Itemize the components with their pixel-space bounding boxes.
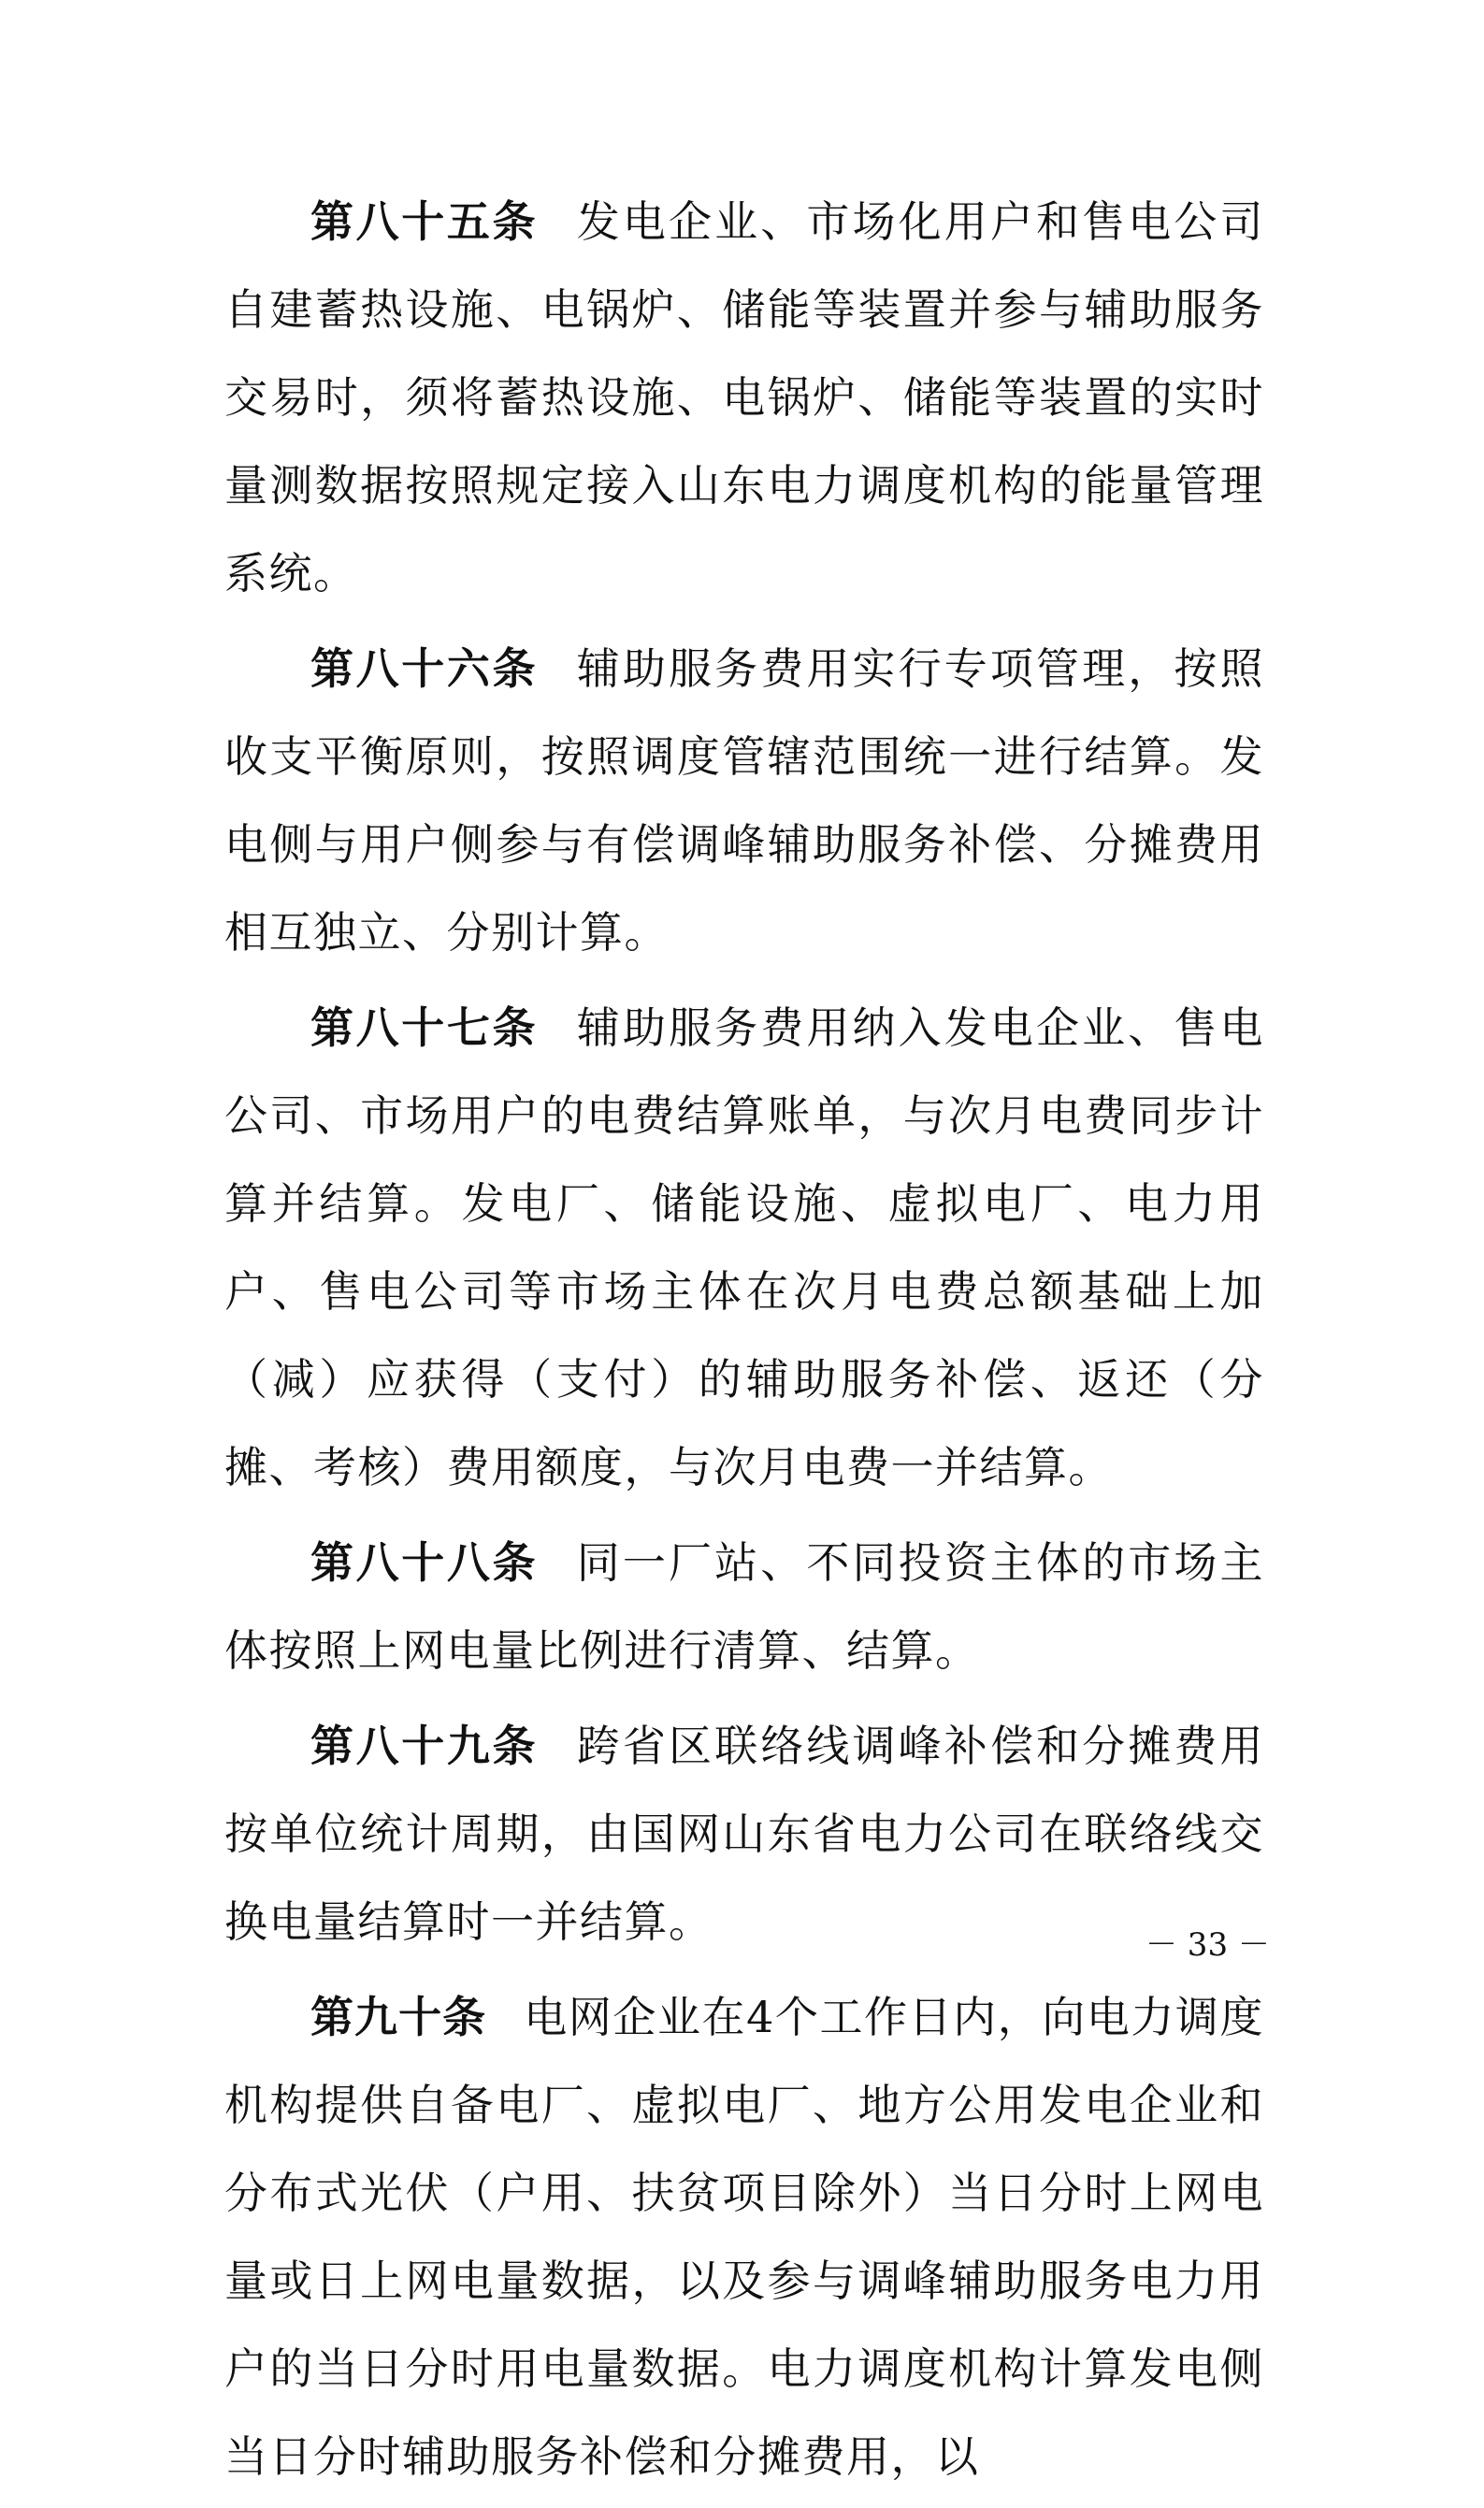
article-text: 电网企业在4个工作日内，向电力调度机构提供自备电厂、虚拟电厂、地方公用发电企业和分布式光伏（户用、扶贫项目除外）当日分时上网电量或日上网电量数据，以及参与调峰辅助服务电力用户的当日分时用电量数据。电力调度机构计算发电侧当日分时辅助服务补偿和分摊费用，以	[224, 1992, 1264, 2482]
article-85	[224, 178, 1264, 617]
article-90	[224, 1973, 1264, 2501]
article-number: 第八十五条	[310, 196, 539, 247]
article-86	[224, 625, 1264, 976]
article-number: 第八十九条	[310, 1721, 539, 1771]
article-number: 第九十条	[310, 1992, 487, 2042]
article-number: 第八十六条	[310, 643, 539, 694]
article-87	[224, 984, 1264, 1511]
article-number: 第八十七条	[310, 1002, 539, 1053]
article-text: 辅助服务费用纳入发电企业、售电公司、市场用户的电费结算账单，与次月电费同步计算并结算。发电厂、储能设施、虚拟电厂、电力用户、售电公司等市场主体在次月电费总额基础上加（减）应获得（支付）的辅助服务补偿、返还（分摊、考核）费用额度，与次月电费一并结算。	[224, 1002, 1264, 1492]
page-number: － 33 －	[1145, 1926, 1270, 1964]
article-text: 辅助服务费用实行专项管理，按照收支平衡原则，按照调度管辖范围统一进行结算。发电侧与用户侧参与有偿调峰辅助服务补偿、分摊费用相互独立、分别计算。	[224, 643, 1264, 958]
article-88	[224, 1519, 1264, 1694]
article-text: 同一厂站、不同投资主体的市场主体按照上网电量比例进行清算、结算。	[224, 1537, 1264, 1676]
article-text: 跨省区联络线调峰补偿和分摊费用按单位统计周期，由国网山东省电力公司在联络线交换电量结算时一并结算。	[224, 1721, 1264, 1947]
article-89	[224, 1702, 1264, 1966]
article-text: 发电企业、市场化用户和售电公司自建蓄热设施、电锅炉、储能等装置并参与辅助服务交易时，须将蓄热设施、电锅炉、储能等装置的实时量测数据按照规定接入山东电力调度机构的能量管理系统。	[224, 196, 1264, 598]
document-body	[224, 178, 1264, 2508]
article-number: 第八十八条	[310, 1537, 539, 1588]
